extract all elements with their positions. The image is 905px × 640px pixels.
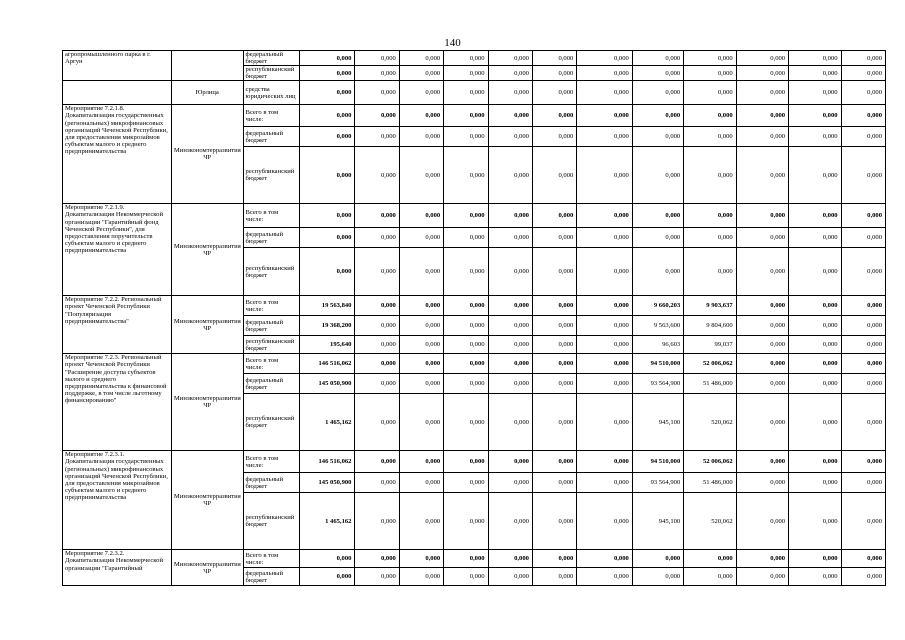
funding-source-cell: республиканский бюджет — [243, 394, 299, 451]
year-value-cell: 0,000 — [684, 568, 736, 586]
event-cell: Мероприятие 7.2.1.9. Докапитализация Некоммерческой организации "Гарантийный фонд Чеченской Республики", для предоставления поручительств субъектам малого и среднего предпринимательства — [63, 204, 172, 296]
year-value-cell: 0,000 — [355, 66, 399, 81]
year-value-cell: 51 486,000 — [684, 374, 736, 394]
year-value-cell: 0,000 — [577, 550, 632, 568]
year-value-cell: 0,000 — [577, 336, 632, 354]
year-value-cell: 0,000 — [841, 336, 885, 354]
year-value-cell: 52 006,062 — [684, 451, 736, 473]
year-value-cell: 9 660,203 — [632, 296, 683, 316]
year-value-cell: 0,000 — [532, 336, 576, 354]
year-value-cell: 0,000 — [532, 316, 576, 336]
year-value-cell: 0,000 — [577, 248, 632, 296]
funding-source-cell: республиканский бюджет — [243, 66, 299, 81]
year-value-cell: 0,000 — [488, 394, 532, 451]
year-value-cell: 0,000 — [355, 568, 399, 586]
total-value-cell: 0,000 — [299, 127, 354, 147]
executor-cell: Минэкономтерразвития ЧР — [171, 550, 243, 586]
year-value-cell: 0,000 — [841, 451, 885, 473]
year-value-cell: 0,000 — [736, 374, 788, 394]
funding-source-cell: Всего в том числе: — [243, 105, 299, 127]
year-value-cell: 0,000 — [736, 66, 788, 81]
year-value-cell: 0,000 — [684, 66, 736, 81]
year-value-cell: 0,000 — [841, 568, 885, 586]
total-value-cell: 0,000 — [299, 51, 354, 66]
year-value-cell: 93 564,900 — [632, 374, 683, 394]
year-value-cell: 0,000 — [632, 127, 683, 147]
year-value-cell: 0,000 — [399, 394, 443, 451]
year-value-cell: 0,000 — [399, 147, 443, 204]
year-value-cell: 0,000 — [736, 336, 788, 354]
event-cell: агропромышленного парка в г. Аргун — [63, 51, 172, 81]
year-value-cell: 0,000 — [488, 204, 532, 228]
funding-source-cell: республиканский бюджет — [243, 493, 299, 550]
year-value-cell: 0,000 — [399, 550, 443, 568]
table-body — [63, 51, 886, 586]
year-value-cell: 0,000 — [488, 51, 532, 66]
year-value-cell: 94 510,000 — [632, 354, 683, 374]
year-value-cell: 0,000 — [399, 354, 443, 374]
year-value-cell: 0,000 — [577, 147, 632, 204]
funding-source-cell: республиканский бюджет — [243, 147, 299, 204]
year-value-cell: 0,000 — [355, 204, 399, 228]
year-value-cell: 0,000 — [684, 248, 736, 296]
year-value-cell: 0,000 — [789, 493, 841, 550]
year-value-cell: 0,000 — [736, 105, 788, 127]
year-value-cell: 0,000 — [736, 550, 788, 568]
year-value-cell: 0,000 — [444, 105, 488, 127]
year-value-cell: 945,100 — [632, 493, 683, 550]
total-value-cell: 0,000 — [299, 147, 354, 204]
total-value-cell: 0,000 — [299, 81, 354, 105]
event-cell: Мероприятие 7.2.3. Региональный проект Чеченской Республики "Расширение доступа субъектов малого и среднего предпринимательства к финансовой поддержке, в том числе льготному финансированию" — [63, 354, 172, 451]
year-value-cell: 0,000 — [355, 473, 399, 493]
total-value-cell: 0,000 — [299, 66, 354, 81]
year-value-cell: 0,000 — [399, 204, 443, 228]
year-value-cell: 0,000 — [841, 473, 885, 493]
year-value-cell: 0,000 — [399, 374, 443, 394]
year-value-cell: 9 563,600 — [632, 316, 683, 336]
year-value-cell: 0,000 — [577, 493, 632, 550]
year-value-cell: 52 006,062 — [684, 354, 736, 374]
year-value-cell: 94 510,000 — [632, 451, 683, 473]
year-value-cell: 0,000 — [355, 81, 399, 105]
funding-source-cell: федеральный бюджет — [243, 51, 299, 66]
year-value-cell: 0,000 — [789, 204, 841, 228]
year-value-cell: 0,000 — [684, 105, 736, 127]
year-value-cell: 0,000 — [532, 66, 576, 81]
total-value-cell: 146 516,062 — [299, 354, 354, 374]
year-value-cell: 0,000 — [355, 248, 399, 296]
year-value-cell: 0,000 — [488, 81, 532, 105]
year-value-cell: 0,000 — [841, 248, 885, 296]
year-value-cell: 0,000 — [355, 374, 399, 394]
year-value-cell: 0,000 — [577, 394, 632, 451]
year-value-cell: 0,000 — [632, 204, 683, 228]
table-row — [63, 354, 886, 374]
year-value-cell: 0,000 — [488, 316, 532, 336]
year-value-cell: 0,000 — [684, 204, 736, 228]
funding-source-cell: Всего в том числе: — [243, 296, 299, 316]
year-value-cell: 0,000 — [577, 451, 632, 473]
year-value-cell: 0,000 — [789, 550, 841, 568]
year-value-cell: 0,000 — [632, 66, 683, 81]
table-row — [63, 105, 886, 127]
year-value-cell: 0,000 — [444, 354, 488, 374]
year-value-cell: 0,000 — [355, 394, 399, 451]
year-value-cell: 0,000 — [399, 248, 443, 296]
year-value-cell: 0,000 — [632, 568, 683, 586]
executor-cell: Юрлица — [171, 81, 243, 105]
year-value-cell: 0,000 — [444, 296, 488, 316]
year-value-cell: 0,000 — [789, 473, 841, 493]
funding-source-cell: федеральный бюджет — [243, 127, 299, 147]
year-value-cell: 0,000 — [399, 81, 443, 105]
year-value-cell: 0,000 — [577, 105, 632, 127]
year-value-cell: 0,000 — [577, 296, 632, 316]
year-value-cell: 0,000 — [488, 105, 532, 127]
year-value-cell: 0,000 — [488, 248, 532, 296]
year-value-cell: 0,000 — [444, 374, 488, 394]
total-value-cell: 195,640 — [299, 336, 354, 354]
year-value-cell: 0,000 — [736, 354, 788, 374]
year-value-cell: 0,000 — [841, 147, 885, 204]
year-value-cell: 0,000 — [841, 316, 885, 336]
total-value-cell: 19 368,200 — [299, 316, 354, 336]
year-value-cell: 0,000 — [399, 493, 443, 550]
year-value-cell: 0,000 — [444, 316, 488, 336]
year-value-cell: 0,000 — [577, 374, 632, 394]
year-value-cell: 0,000 — [577, 127, 632, 147]
total-value-cell: 0,000 — [299, 568, 354, 586]
year-value-cell: 0,000 — [577, 316, 632, 336]
executor-cell: Минэкономтерразвития ЧР — [171, 105, 243, 204]
table-row — [63, 81, 886, 105]
year-value-cell: 0,000 — [632, 51, 683, 66]
year-value-cell: 0,000 — [736, 493, 788, 550]
year-value-cell: 0,000 — [444, 568, 488, 586]
year-value-cell: 0,000 — [355, 51, 399, 66]
year-value-cell: 0,000 — [355, 316, 399, 336]
year-value-cell: 0,000 — [532, 374, 576, 394]
event-cell: Мероприятие 7.2.3.1. Докапитализация государственных (региональных) микрофинансовых организаций Чеченской Республики, для предоставления микрозаймов субъектам малого и среднего предпринимательства — [63, 451, 172, 550]
year-value-cell: 0,000 — [355, 336, 399, 354]
year-value-cell: 0,000 — [488, 228, 532, 248]
year-value-cell: 0,000 — [736, 228, 788, 248]
funding-source-cell: средства юридических лиц — [243, 81, 299, 105]
year-value-cell: 0,000 — [841, 204, 885, 228]
executor-cell — [171, 51, 243, 81]
event-cell: Мероприятие 7.2.1.8. Докапитализация государственных (региональных) микрофинансовых организаций Чеченской Республики, для предоставления микрозаймов субъектам малого и среднего предпринимательства — [63, 105, 172, 204]
year-value-cell: 0,000 — [444, 248, 488, 296]
year-value-cell: 0,000 — [532, 248, 576, 296]
year-value-cell: 0,000 — [355, 493, 399, 550]
year-value-cell: 0,000 — [789, 296, 841, 316]
year-value-cell: 0,000 — [488, 550, 532, 568]
year-value-cell: 0,000 — [532, 228, 576, 248]
year-value-cell: 0,000 — [684, 81, 736, 105]
funding-source-cell: республиканский бюджет — [243, 248, 299, 296]
table-row — [63, 204, 886, 228]
funding-source-cell: Всего в том числе: — [243, 204, 299, 228]
year-value-cell: 0,000 — [444, 204, 488, 228]
year-value-cell: 0,000 — [684, 147, 736, 204]
year-value-cell: 0,000 — [789, 394, 841, 451]
event-cell — [63, 81, 172, 105]
year-value-cell: 0,000 — [444, 473, 488, 493]
year-value-cell: 0,000 — [841, 127, 885, 147]
year-value-cell: 0,000 — [841, 105, 885, 127]
year-value-cell: 0,000 — [736, 204, 788, 228]
year-value-cell: 0,000 — [399, 316, 443, 336]
year-value-cell: 0,000 — [841, 354, 885, 374]
year-value-cell: 0,000 — [444, 66, 488, 81]
year-value-cell: 0,000 — [736, 394, 788, 451]
year-value-cell: 0,000 — [488, 568, 532, 586]
year-value-cell: 0,000 — [789, 354, 841, 374]
year-value-cell: 0,000 — [577, 204, 632, 228]
year-value-cell: 0,000 — [841, 81, 885, 105]
year-value-cell: 0,000 — [444, 127, 488, 147]
year-value-cell: 0,000 — [355, 147, 399, 204]
year-value-cell: 0,000 — [789, 51, 841, 66]
total-value-cell: 0,000 — [299, 105, 354, 127]
year-value-cell: 0,000 — [789, 451, 841, 473]
year-value-cell: 0,000 — [355, 228, 399, 248]
executor-cell: Минэкономтерразвития ЧР — [171, 354, 243, 451]
total-value-cell: 0,000 — [299, 204, 354, 228]
year-value-cell: 0,000 — [789, 374, 841, 394]
year-value-cell: 0,000 — [532, 568, 576, 586]
year-value-cell: 0,000 — [444, 451, 488, 473]
year-value-cell: 0,000 — [684, 550, 736, 568]
year-value-cell: 0,000 — [488, 296, 532, 316]
year-value-cell: 0,000 — [841, 394, 885, 451]
year-value-cell: 0,000 — [532, 493, 576, 550]
year-value-cell: 520,062 — [684, 394, 736, 451]
year-value-cell: 0,000 — [736, 316, 788, 336]
year-value-cell: 0,000 — [532, 296, 576, 316]
year-value-cell: 0,000 — [577, 354, 632, 374]
year-value-cell: 0,000 — [399, 568, 443, 586]
year-value-cell: 0,000 — [577, 81, 632, 105]
year-value-cell: 96,603 — [632, 336, 683, 354]
event-cell: Мероприятие 7.2.3.2. Докапитализация Некоммерческой организации "Гарантийный — [63, 550, 172, 586]
year-value-cell: 0,000 — [488, 336, 532, 354]
year-value-cell: 0,000 — [632, 228, 683, 248]
budget-table — [62, 50, 886, 586]
year-value-cell: 0,000 — [577, 51, 632, 66]
funding-source-cell: федеральный бюджет — [243, 568, 299, 586]
funding-source-cell: федеральный бюджет — [243, 316, 299, 336]
year-value-cell: 0,000 — [841, 66, 885, 81]
total-value-cell: 1 465,162 — [299, 394, 354, 451]
year-value-cell: 0,000 — [789, 248, 841, 296]
year-value-cell: 0,000 — [684, 228, 736, 248]
year-value-cell: 0,000 — [632, 81, 683, 105]
year-value-cell: 0,000 — [444, 550, 488, 568]
year-value-cell: 0,000 — [488, 147, 532, 204]
year-value-cell: 0,000 — [736, 296, 788, 316]
year-value-cell: 0,000 — [736, 81, 788, 105]
year-value-cell: 0,000 — [684, 51, 736, 66]
year-value-cell: 0,000 — [488, 451, 532, 473]
year-value-cell: 0,000 — [841, 550, 885, 568]
year-value-cell: 0,000 — [736, 248, 788, 296]
year-value-cell: 0,000 — [444, 394, 488, 451]
year-value-cell: 0,000 — [355, 105, 399, 127]
year-value-cell: 51 486,000 — [684, 473, 736, 493]
page-number: 140 — [444, 37, 461, 49]
total-value-cell: 1 465,162 — [299, 493, 354, 550]
year-value-cell: 0,000 — [532, 354, 576, 374]
year-value-cell: 0,000 — [488, 66, 532, 81]
year-value-cell: 0,000 — [399, 451, 443, 473]
year-value-cell: 0,000 — [399, 127, 443, 147]
year-value-cell: 0,000 — [444, 51, 488, 66]
year-value-cell: 0,000 — [789, 147, 841, 204]
year-value-cell: 0,000 — [789, 568, 841, 586]
year-value-cell: 0,000 — [444, 493, 488, 550]
funding-source-cell: Всего в том числе: — [243, 451, 299, 473]
year-value-cell: 0,000 — [532, 394, 576, 451]
year-value-cell: 0,000 — [736, 51, 788, 66]
year-value-cell: 0,000 — [444, 147, 488, 204]
year-value-cell: 0,000 — [789, 81, 841, 105]
year-value-cell: 0,000 — [399, 473, 443, 493]
year-value-cell: 0,000 — [789, 228, 841, 248]
year-value-cell: 0,000 — [399, 336, 443, 354]
funding-source-cell: Всего в том числе: — [243, 354, 299, 374]
year-value-cell: 0,000 — [532, 147, 576, 204]
year-value-cell: 0,000 — [577, 568, 632, 586]
year-value-cell: 0,000 — [736, 127, 788, 147]
year-value-cell: 0,000 — [399, 228, 443, 248]
total-value-cell: 146 516,062 — [299, 451, 354, 473]
year-value-cell: 0,000 — [532, 550, 576, 568]
funding-source-cell: Всего в том числе: — [243, 550, 299, 568]
year-value-cell: 0,000 — [488, 493, 532, 550]
executor-cell: Минэкономтерразвития ЧР — [171, 296, 243, 354]
year-value-cell: 0,000 — [789, 105, 841, 127]
year-value-cell: 0,000 — [789, 316, 841, 336]
year-value-cell: 0,000 — [632, 550, 683, 568]
year-value-cell: 0,000 — [399, 51, 443, 66]
table-row — [63, 296, 886, 316]
total-value-cell: 145 050,900 — [299, 374, 354, 394]
executor-cell: Минэкономтерразвития ЧР — [171, 451, 243, 550]
year-value-cell: 9 804,600 — [684, 316, 736, 336]
year-value-cell: 0,000 — [577, 473, 632, 493]
table-row — [63, 51, 886, 66]
year-value-cell: 0,000 — [841, 228, 885, 248]
total-value-cell: 19 563,840 — [299, 296, 354, 316]
year-value-cell: 99,037 — [684, 336, 736, 354]
event-cell: Мероприятие 7.2.2. Региональный проект Чеченской Республики "Популяризация предпринимательства" — [63, 296, 172, 354]
year-value-cell: 0,000 — [736, 473, 788, 493]
year-value-cell: 0,000 — [444, 81, 488, 105]
year-value-cell: 0,000 — [488, 473, 532, 493]
year-value-cell: 0,000 — [399, 66, 443, 81]
year-value-cell: 0,000 — [532, 204, 576, 228]
year-value-cell: 0,000 — [684, 127, 736, 147]
year-value-cell: 0,000 — [355, 550, 399, 568]
table-row — [63, 451, 886, 473]
year-value-cell: 0,000 — [841, 296, 885, 316]
total-value-cell: 145 050,900 — [299, 473, 354, 493]
year-value-cell: 0,000 — [355, 451, 399, 473]
year-value-cell: 0,000 — [736, 147, 788, 204]
year-value-cell: 0,000 — [355, 296, 399, 316]
funding-source-cell: федеральный бюджет — [243, 374, 299, 394]
year-value-cell: 0,000 — [532, 105, 576, 127]
year-value-cell: 0,000 — [488, 374, 532, 394]
year-value-cell: 0,000 — [789, 127, 841, 147]
year-value-cell: 0,000 — [632, 105, 683, 127]
year-value-cell: 0,000 — [444, 228, 488, 248]
year-value-cell: 0,000 — [532, 51, 576, 66]
year-value-cell: 0,000 — [399, 105, 443, 127]
year-value-cell: 0,000 — [736, 568, 788, 586]
year-value-cell: 0,000 — [632, 147, 683, 204]
executor-cell: Минэкономтерразвития ЧР — [171, 204, 243, 296]
year-value-cell: 0,000 — [736, 451, 788, 473]
year-value-cell: 0,000 — [789, 336, 841, 354]
year-value-cell: 945,100 — [632, 394, 683, 451]
year-value-cell: 9 903,637 — [684, 296, 736, 316]
year-value-cell: 520,062 — [684, 493, 736, 550]
year-value-cell: 0,000 — [632, 248, 683, 296]
year-value-cell: 0,000 — [399, 296, 443, 316]
year-value-cell: 0,000 — [532, 473, 576, 493]
year-value-cell: 0,000 — [789, 66, 841, 81]
year-value-cell: 0,000 — [355, 354, 399, 374]
year-value-cell: 93 564,900 — [632, 473, 683, 493]
year-value-cell: 0,000 — [841, 493, 885, 550]
year-value-cell: 0,000 — [532, 451, 576, 473]
funding-source-cell: федеральный бюджет — [243, 473, 299, 493]
year-value-cell: 0,000 — [577, 66, 632, 81]
year-value-cell: 0,000 — [444, 336, 488, 354]
total-value-cell: 0,000 — [299, 550, 354, 568]
year-value-cell: 0,000 — [532, 81, 576, 105]
funding-source-cell: республиканский бюджет — [243, 336, 299, 354]
year-value-cell: 0,000 — [488, 354, 532, 374]
total-value-cell: 0,000 — [299, 228, 354, 248]
total-value-cell: 0,000 — [299, 248, 354, 296]
table-row — [63, 550, 886, 568]
year-value-cell: 0,000 — [577, 228, 632, 248]
year-value-cell: 0,000 — [488, 127, 532, 147]
year-value-cell: 0,000 — [841, 374, 885, 394]
funding-source-cell: федеральный бюджет — [243, 228, 299, 248]
year-value-cell: 0,000 — [532, 127, 576, 147]
year-value-cell: 0,000 — [355, 127, 399, 147]
year-value-cell: 0,000 — [841, 51, 885, 66]
